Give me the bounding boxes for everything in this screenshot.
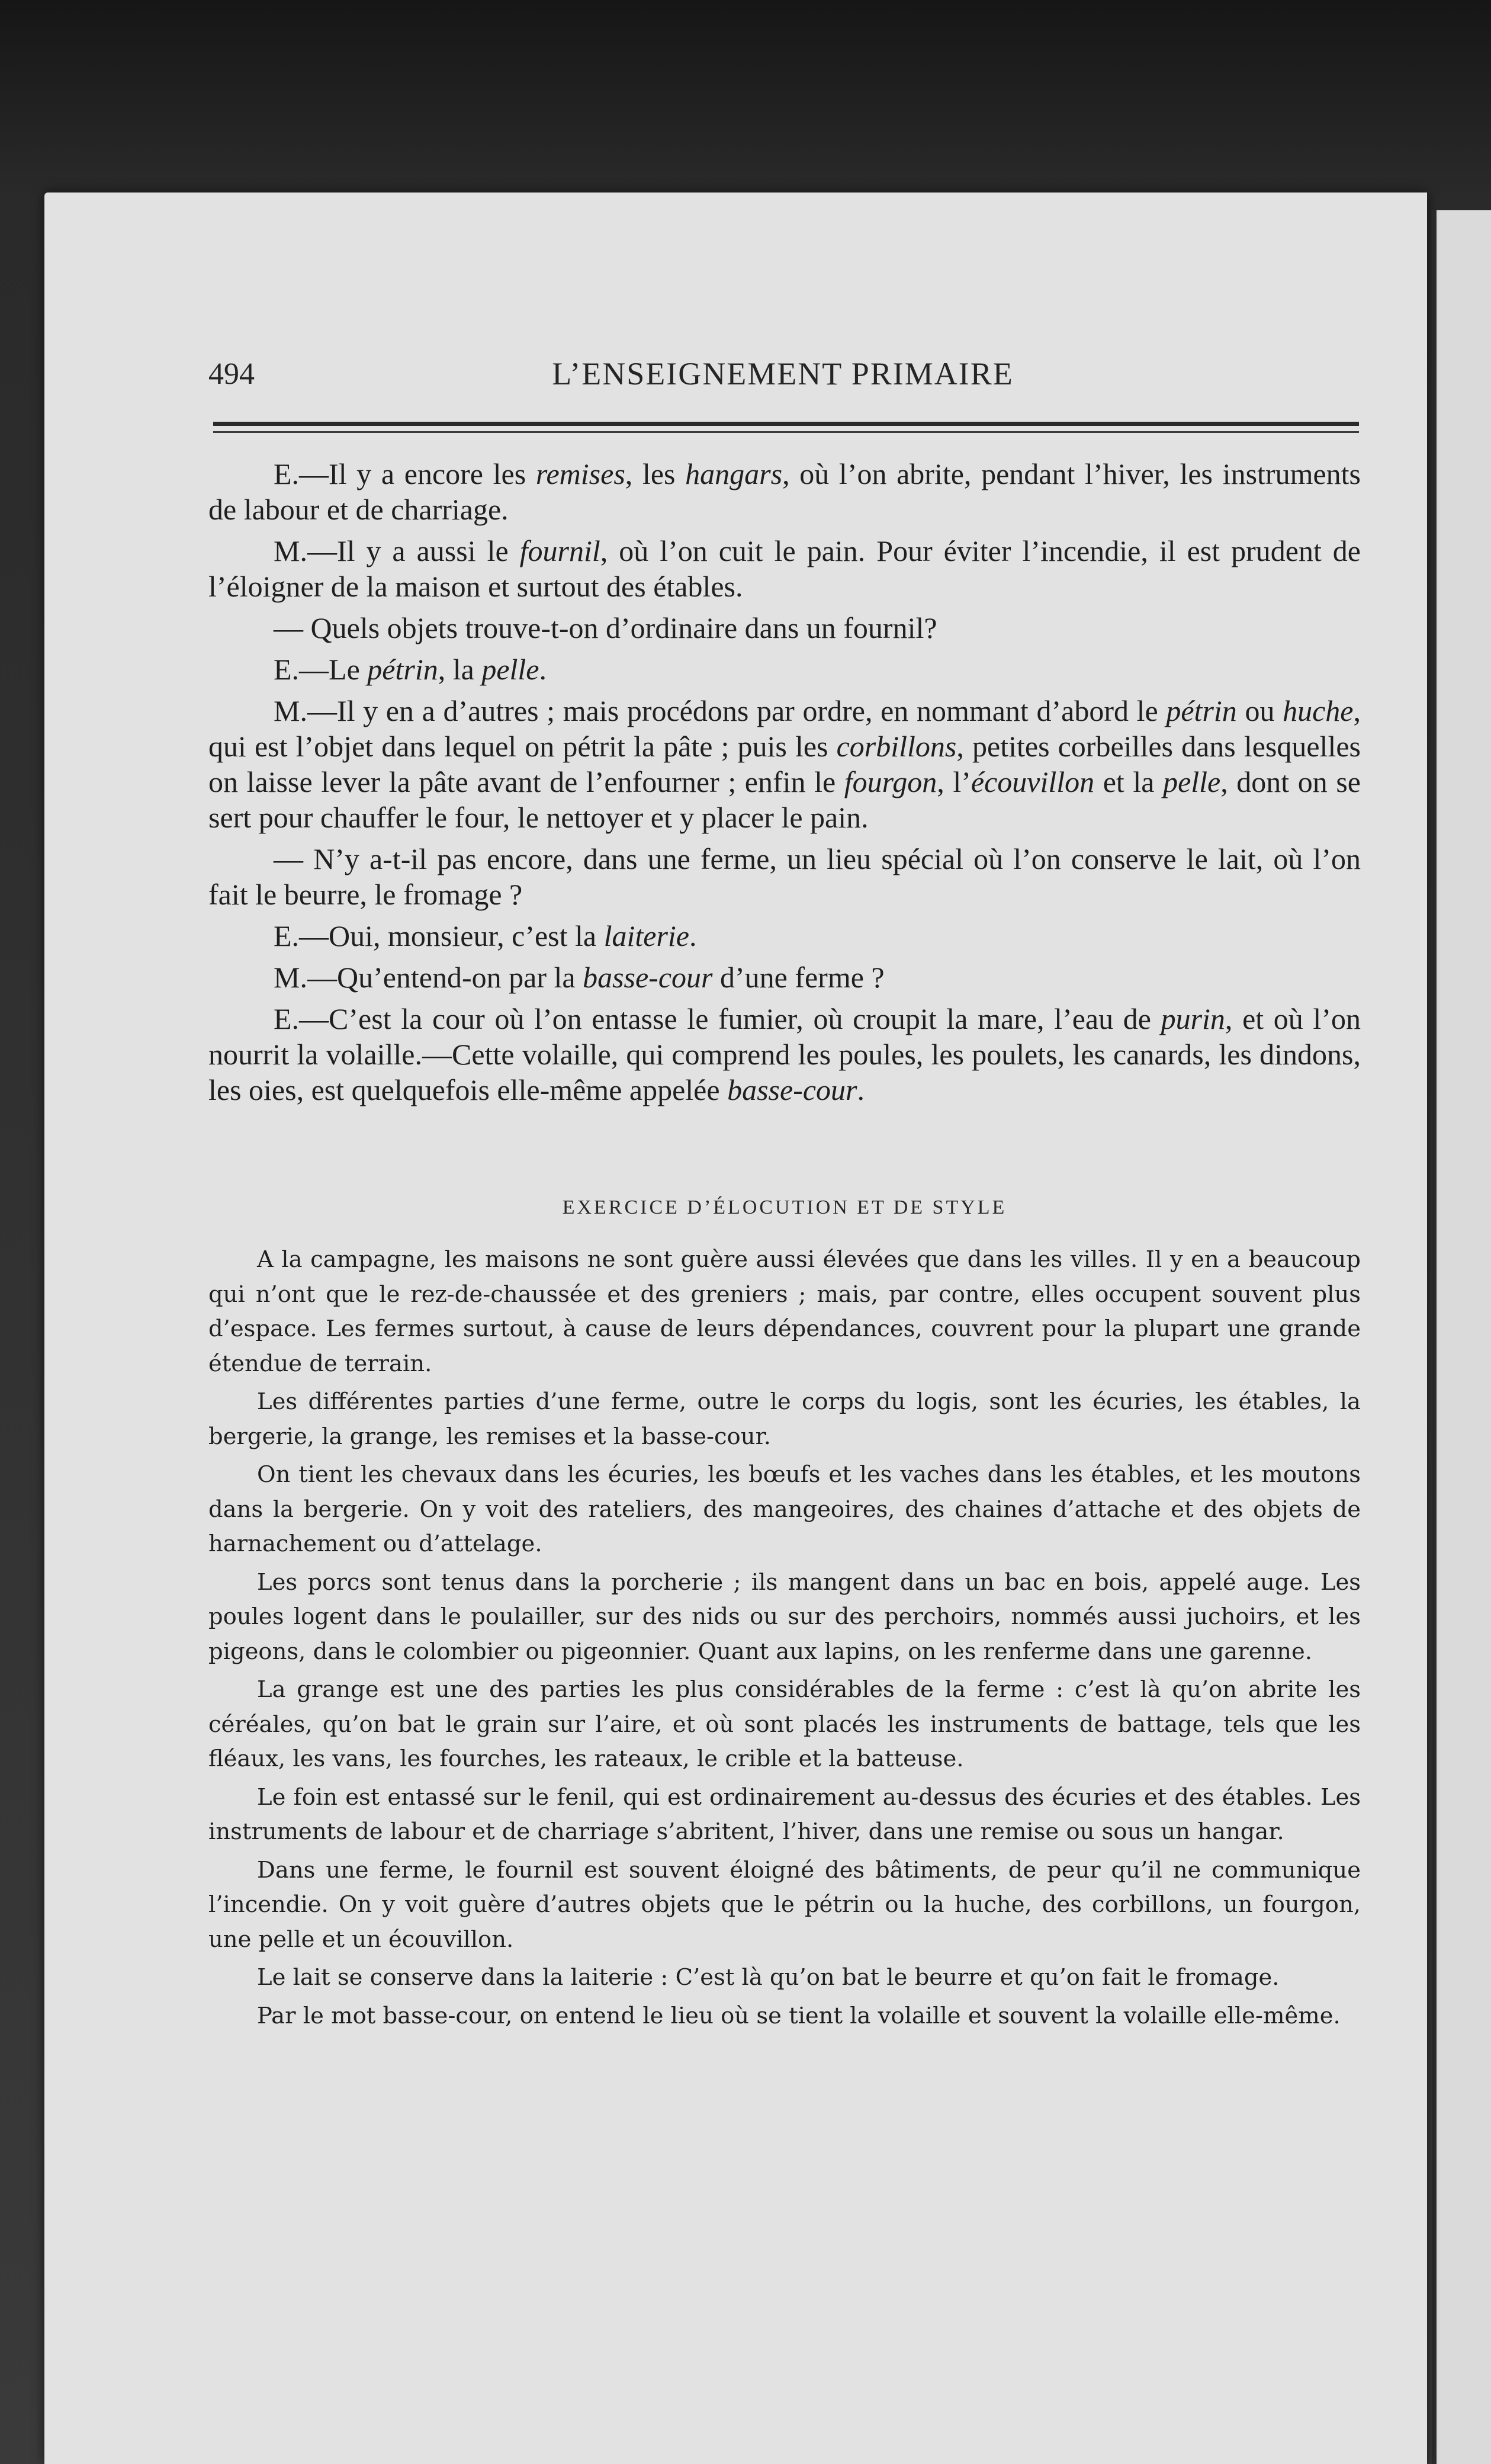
dialogue-section (208, 456, 1361, 1108)
exercise-paragraph: Les différentes parties d’une ferme, outre le corps du logis, sont les écuries, les étables, la bergerie, la grange, les remises et la basse-cour. (208, 1388, 1361, 1450)
dialogue-paragraph: M.—Qu’entend-on par la basse-cour d’une ferme ? (274, 961, 885, 994)
dialogue-paragraph: E.—C’est la cour où l’on entasse le fumier, où croupit la mare, l’eau de purin, et où l’on nourrit la volaille.—Cette volaille, qui comprend les poules, les poulets, les canards, les dindons, les oies, est quelquefois elle-même appelée basse-cour. (208, 1002, 1361, 1106)
dialogue-paragraph: M.—Il y en a d’autres ; mais procédons par ordre, en nommant d’abord le pétrin ou huche, qui est l’objet dans lequel on pétrit la pâte ; puis les corbillons, petites corbeilles dans lesquelles on laisse lever la pâte avant de l’enfourner ; enfin le fourgon, l’écouvillon et la pelle, dont on se sert pour chauffer le four, le nettoyer et y placer le pain. (208, 694, 1361, 834)
page-number: 494 (208, 357, 255, 391)
dialogue-paragraph: E.—Il y a encore les remises, les hangars, où l’on abrite, pendant l’hiver, les instruments de labour et de charriage. (208, 457, 1361, 526)
page-header (208, 349, 1357, 397)
dialogue-paragraph: M.—Il y a aussi le fournil, où l’on cuit le pain. Pour éviter l’incendie, il est prudent de l’éloigner de la maison et surtout des étables. (208, 534, 1361, 603)
exercise-paragraph: Le lait se conserve dans la laiterie : C’est là qu’on bat le beurre et qu’on fait le fromage. (257, 1964, 1280, 1991)
exercise-paragraph: Le foin est entassé sur le fenil, qui est ordinairement au-dessus des écuries et des étables. Les instruments de labour et de charriage s’abritent, l’hiver, dans une remise ou sous un hangar. (208, 1783, 1361, 1845)
exercise-paragraph: On tient les chevaux dans les écuries, les bœufs et les vaches dans les étables, et les moutons dans la bergerie. On y voit des rateliers, des mangeoires, des chaines d’attache et des objets de harnachement ou d’attelage. (208, 1461, 1361, 1557)
header-rule-thin (213, 431, 1359, 433)
exercise-paragraph: A la campagne, les maisons ne sont guère aussi élevées que dans les villes. Il y en a beaucoup qui n’ont que le rez-de-chaussée et des greniers ; mais, par contre, elles occupent souvent plus d’espace. Les fermes surtout, à cause de leurs dépendances, couvrent pour la plupart une grande étendue de terrain. (208, 1246, 1361, 1377)
adjacent-page-edge (1432, 210, 1491, 2464)
section-heading: EXERCICE D’ÉLOCUTION ET DE STYLE (562, 1196, 1007, 1218)
dialogue-paragraph: — N’y a-t-il pas encore, dans une ferme, un lieu spécial où l’on conserve le lait, où l’on fait le beurre, le fromage ? (208, 842, 1361, 911)
exercise-paragraph: Par le mot basse-cour, on entend le lieu où se tient la volaille et souvent la volaille elle-même. (257, 2002, 1341, 2029)
exercise-section (208, 1243, 1361, 2033)
exercise-paragraph: La grange est une des parties les plus considérables de la ferme : c’est là qu’on abrite les céréales, qu’on bat le grain sur l’aire, et où sont placés les instruments de battage, tels que les fléaux, les vans, les fourches, les rateaux, le crible et la batteuse. (208, 1676, 1361, 1772)
dialogue-paragraph: E.—Oui, monsieur, c’est la laiterie. (274, 919, 697, 952)
dialogue-paragraph: E.—Le pétrin, la pelle. (274, 653, 547, 686)
header-rule-thick (213, 422, 1359, 426)
exercise-paragraph: Les porcs sont tenus dans la porcherie ; ils mangent dans un bac en bois, appelé auge. Les poules logent dans le poulailler, sur des nids ou sur des perchoirs, nommés aussi juchoirs, et les pigeons, dans le colombier ou pigeonnier. Quant aux lapins, on les renferme dans une garenne. (208, 1568, 1361, 1665)
dialogue-paragraph: — Quels objets trouve-t-on d’ordinaire dans un fournil? (274, 611, 937, 644)
exercise-paragraph: Dans une ferme, le fournil est souvent éloigné des bâtiments, de peur qu’il ne communique l’incendie. On y voit guère d’autres objets que le pétrin ou la huche, des corbillons, un fourgon, une pelle et un écouvillon. (208, 1856, 1361, 1953)
running-title: L’ENSEIGNEMENT PRIMAIRE (552, 356, 1014, 392)
